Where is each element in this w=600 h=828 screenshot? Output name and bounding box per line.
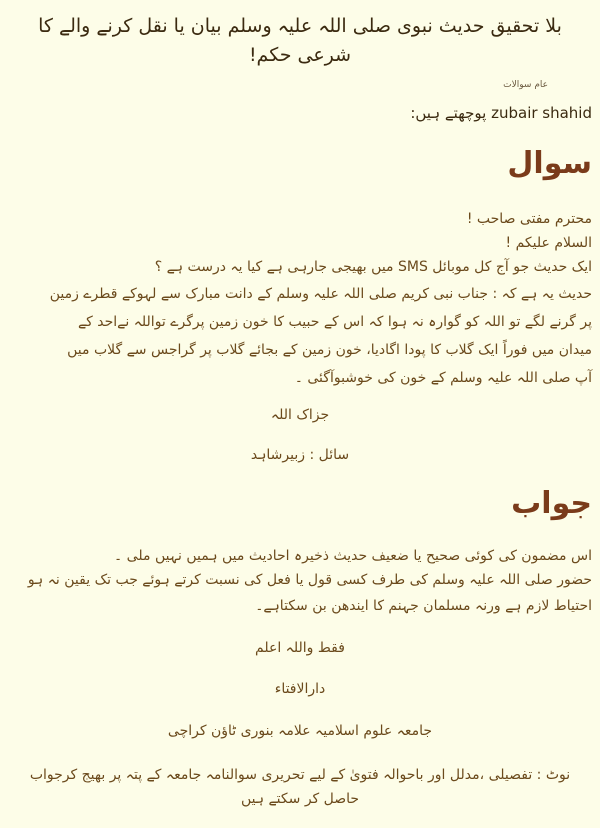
answer-heading: جواب xyxy=(511,486,592,521)
question-heading: سوال xyxy=(507,146,592,181)
page-title: بلا تحقیق حدیث نبوی صلی اللہ علیہ وسلم بیان یا نقل کرنے والے کا شرعی حکم! xyxy=(38,15,562,66)
note-line: حاصل کر سکتے ہیں xyxy=(240,791,360,807)
answer-closing: فقط واللہ اعلم xyxy=(255,640,345,656)
asker-line xyxy=(410,104,592,122)
question-line: محترم مفتی صاحب ! xyxy=(466,211,592,227)
question-signature: سائل : زبیرشاہد xyxy=(250,447,350,463)
question-line: السلام علیکم ! xyxy=(505,235,592,251)
institution-name: جامعہ علوم اسلامیہ علامہ بنوری ٹاؤن کراچی xyxy=(167,723,433,739)
darul-ifta-label: دارالافتاء xyxy=(274,681,326,697)
answer-line: احتیاط لازم ہے ورنہ مسلمان جہنم کا ایندھن بن سکتاہے۔ xyxy=(255,598,592,614)
question-line: ایک حدیث جو آج کل موبائل SMS میں بھیجی جارہی ہے کیا یہ درست ہے ؟ xyxy=(154,259,592,275)
question-line: پر گرنے لگے تو اللہ کو گوارہ نہ ہوا کہ اس کے حبیب کا خون زمین پرگرے تواللہ نےاحد کے xyxy=(77,314,592,330)
question-line: میدان میں فوراً ایک گلاب کا پودا اگادیا، خون زمین کے بجائے گلاب پر گراجس سے گلاب میں xyxy=(67,342,592,358)
question-thanks: جزاک اللہ xyxy=(270,407,330,423)
answer-line: اس مضمون کی کوئی صحیح یا ضعیف حدیث ذخیرہ احادیث میں ہمیں نہیں ملی ۔ xyxy=(114,548,592,564)
asker-name[interactable]: zubair shahid xyxy=(491,104,592,122)
question-line: حدیث یہ ہے کہ : جناب نبی کریم صلی اللہ علیہ وسلم کے دانت مبارک سے لہوکے قطرے زمین xyxy=(49,286,592,302)
question-line: آپ صلی اللہ علیہ وسلم کے خون کی خوشبوآگئی ۔ xyxy=(294,370,592,386)
note-line: نوٹ : تفصیلی ،مدلل اور باحوالہ فتویٰ کے لیے تحریری سوالنامہ جامعہ کے پتہ پر بھیج کرجواب xyxy=(29,767,571,783)
answer-line: حضور صلی اللہ علیہ وسلم کی طرف کسی قول یا فعل کی نسبت کرتے ہوئے جب تک یقین نہ ہو xyxy=(27,572,592,588)
asker-suffix: پوچھتے ہیں: xyxy=(410,104,487,122)
category-label[interactable]: عام سوالات xyxy=(503,80,548,90)
